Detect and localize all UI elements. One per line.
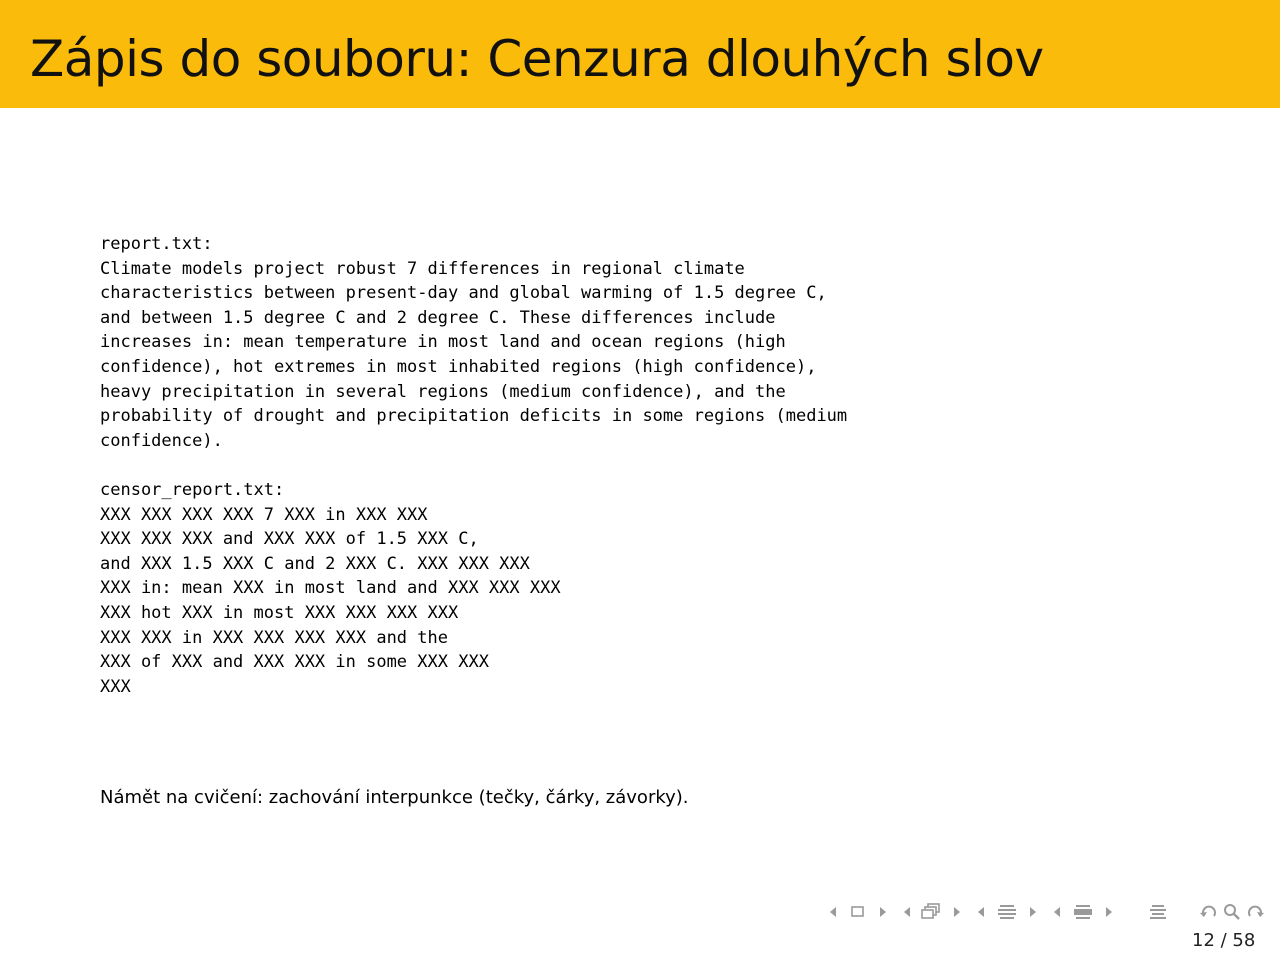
code-line-blank — [100, 453, 847, 478]
code-line: report.txt: — [100, 234, 213, 254]
code-line: XXX in: mean XXX in most land and XXX XXX XXX — [100, 578, 561, 599]
nav-next-arrow-icon[interactable] — [952, 902, 962, 922]
code-line: censor_report.txt: — [100, 479, 285, 500]
nav-prev-arrow-icon[interactable] — [976, 902, 986, 922]
code-line: Climate models project robust 7 differences in regional climate — [100, 258, 745, 279]
code-line: XXX XXX XXX and XXX XXX of 1.5 XXX C, — [100, 529, 479, 550]
code-line: characteristics between present-day and global warming of 1.5 degree C, — [100, 283, 827, 304]
slide-title: Zápis do souboru: Cenzura dlouhých slov — [30, 30, 1044, 88]
nav-next-arrow-icon[interactable] — [1028, 902, 1038, 922]
code-line: probability of drought and precipitation deficits in some regions (medium — [100, 406, 848, 427]
document-icon[interactable] — [1072, 902, 1094, 922]
code-line: XXX — [100, 676, 131, 697]
nav-prev-arrow-icon[interactable] — [902, 902, 912, 922]
code-line: XXX XXX XXX XXX 7 XXX in XXX XXX — [100, 504, 428, 525]
code-line: XXX XXX in XXX XXX XXX XXX and the — [100, 627, 448, 648]
search-icon[interactable] — [1222, 902, 1242, 922]
code-line: and XXX 1.5 XXX C and 2 XXX C. XXX XXX XXX — [100, 553, 530, 574]
nav-prev-arrow-icon[interactable] — [1052, 902, 1062, 922]
exercise-note: Námět na cvičení: zachování interpunkce (tečky, čárky, závorky). — [100, 787, 689, 808]
code-line: XXX hot XXX in most XXX XXX XXX XXX — [100, 602, 459, 623]
redo-icon[interactable] — [1244, 902, 1266, 922]
frame-icon[interactable] — [850, 902, 866, 922]
section-icon[interactable] — [996, 902, 1018, 922]
page-number: 12 / 58 — [1192, 930, 1256, 951]
code-listing — [100, 232, 847, 699]
subsection-icon[interactable] — [920, 902, 942, 922]
code-line: confidence), hot extremes in most inhabited regions (high confidence), — [100, 356, 817, 377]
code-line: increases in: mean temperature in most land and ocean regions (high — [100, 332, 786, 353]
code-line: confidence). — [100, 430, 223, 451]
undo-icon[interactable] — [1198, 902, 1220, 922]
slide-header — [0, 0, 1280, 108]
toc-icon[interactable] — [1148, 902, 1170, 922]
nav-next-arrow-icon[interactable] — [1104, 902, 1114, 922]
nav-next-arrow-icon[interactable] — [878, 902, 888, 922]
code-line: XXX of XXX and XXX XXX in some XXX XXX — [100, 652, 489, 673]
beamer-navigation-bar — [826, 900, 1266, 924]
code-line: and between 1.5 degree C and 2 degree C. These differences include — [100, 307, 776, 328]
code-line: heavy precipitation in several regions (medium confidence), and the — [100, 381, 786, 402]
nav-prev-arrow-icon[interactable] — [828, 902, 838, 922]
